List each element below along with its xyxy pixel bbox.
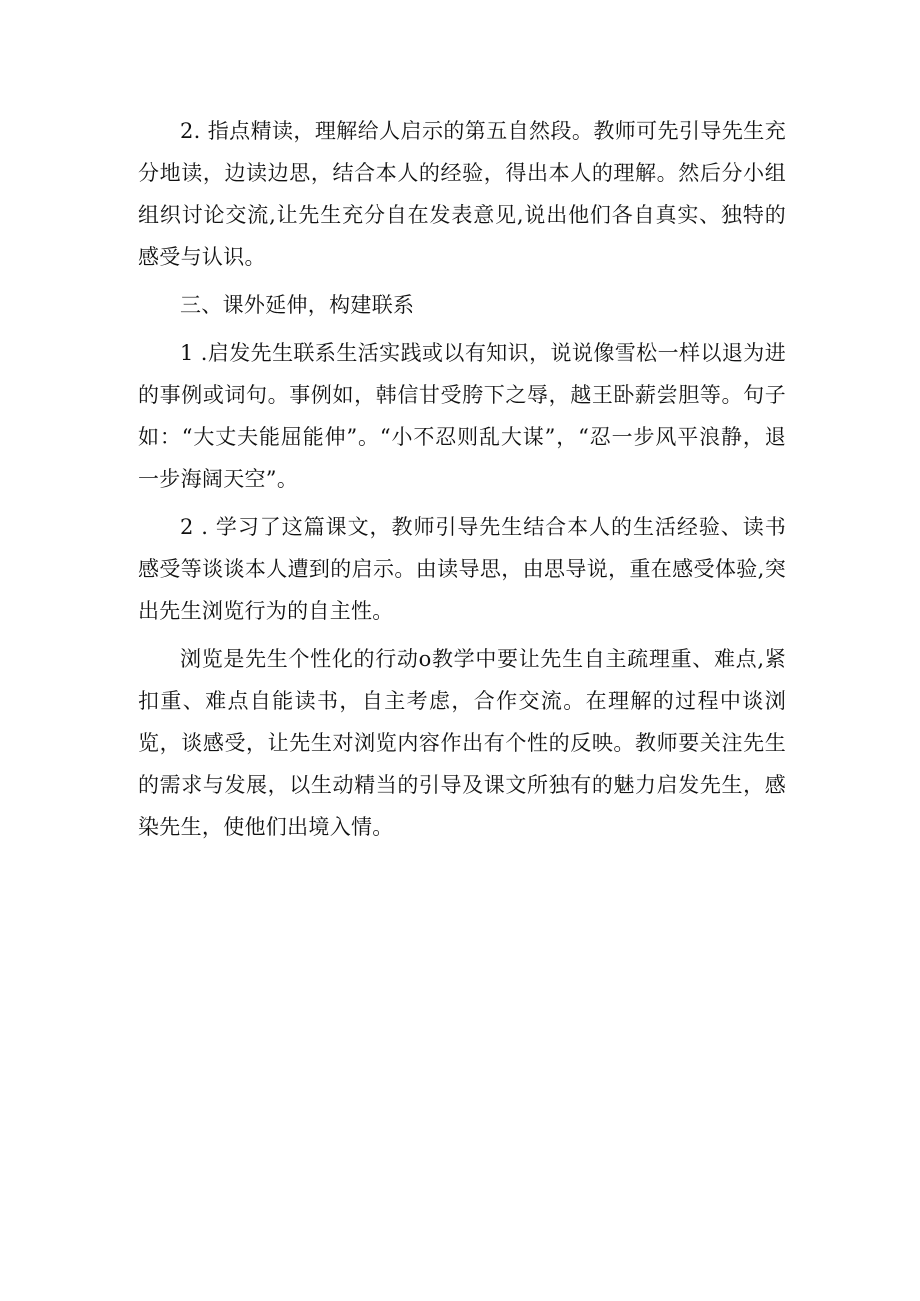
paragraph-reflection: 2 . 学习了这篇课文，教师引导先生结合本人的生活经验、读书感受等谈谈本人遭到的启示。由读导思，由思导说，重在感受体验,突出先生浏览行为的自主性。 <box>138 515 786 623</box>
paragraph-guided-reading: 2. 指点精读，理解给人启示的第五自然段。教师可先引导先生充分地读，边读边思，结合本人的经验，得出本人的理解。然后分小组组织讨论交流,让先生充分自在发表意见,说出他们各自真实、独特的感受与认识。 <box>138 119 786 269</box>
section-heading-extension: 三、课外延伸，构建联系 <box>180 293 415 317</box>
document-body <box>138 110 786 854</box>
paragraph-summary: 浏览是先生个性化的行动o教学中要让先生自主疏理重、难点,紧扣重、难点自能读书，自主考虑，合作交流。在理解的过程中谈浏览，谈感受，让先生对浏览内容作出有个性的反映。教师要关注先生的需求与发展，以生动精当的引导及课文所独有的魅力启发先生，感染先生，使他们出境入情。 <box>138 647 786 839</box>
paragraph-examples: 1 .启发先生联系生活实践或以有知识，说说像雪松一样以退为进的事例或词句。事例如，韩信甘受胯下之辱，越王卧薪尝胆等。句子如：“大丈夫能屈能伸”。“小不忍则乱大谋”，“忍一步风平浪静，退一步海阔天空”。 <box>138 341 786 491</box>
